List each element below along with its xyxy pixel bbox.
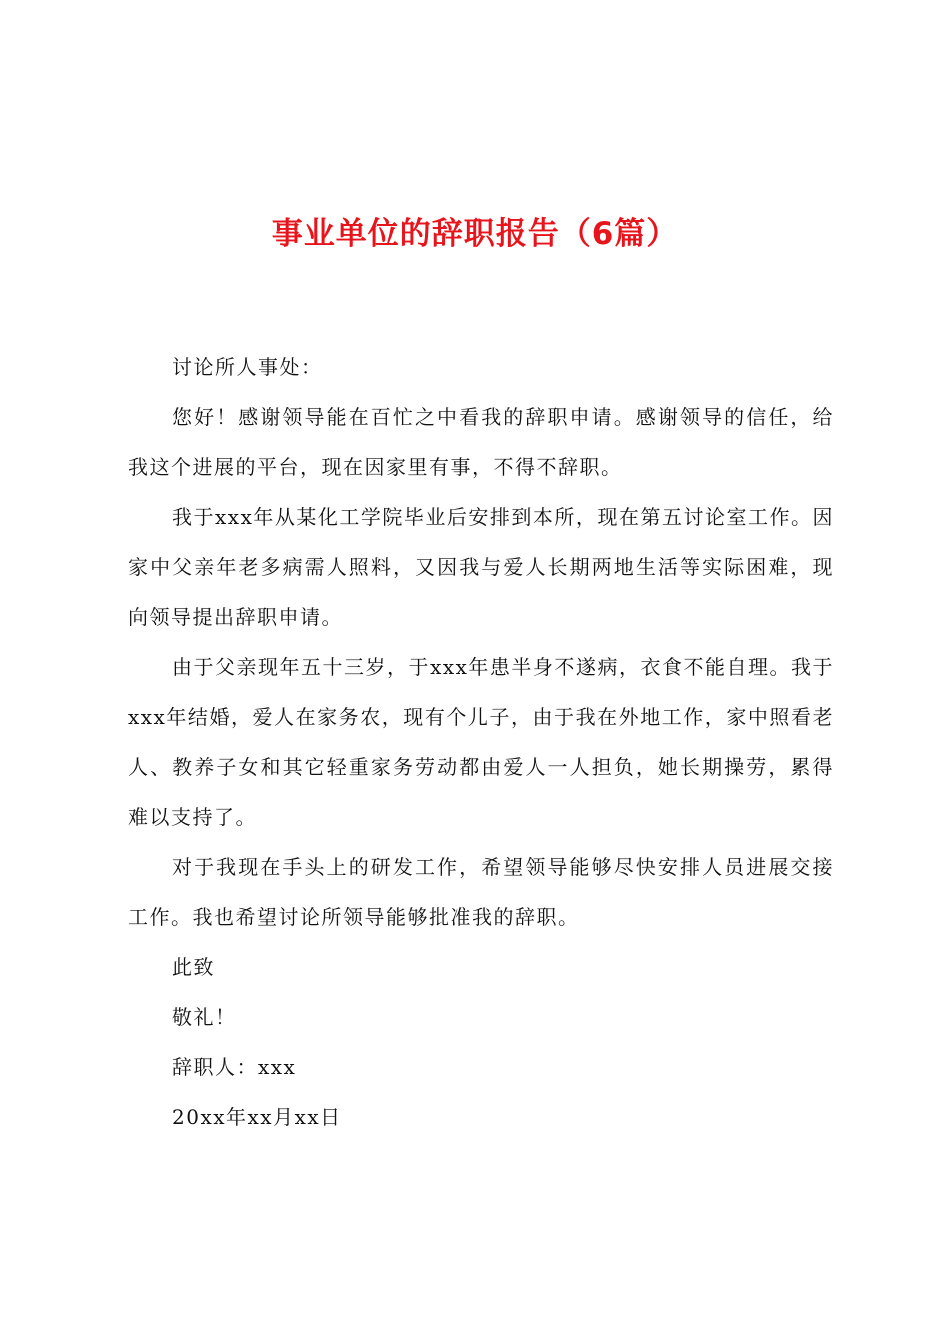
body-paragraph-4: 对于我现在手头上的研发工作，希望领导能够尽快安排人员进展交接工作。我也希望讨论所领导能够批准我的辞职。 [128,855,834,929]
document-title: 事业单位的辞职报告（6篇） [271,216,679,252]
signature-line: 辞职人：xxx [172,1055,297,1079]
letter-body [128,342,834,1142]
body-paragraph-3: 由于父亲现年五十三岁，于xxx年患半身不遂病，衣食不能自理。我于xxx年结婚，爱人在家务农，现有个儿子，由于我在外地工作，家中照看老人、教养子女和其它轻重家务劳动都由爱人一人担负，她长期操劳，累得难以支持了。 [128,655,834,829]
closing-line-2: 敬礼！ [172,1005,237,1029]
date-line: 20xx年xx月xx日 [172,1105,342,1129]
body-paragraph-1: 您好！感谢领导能在百忙之中看我的辞职申请。感谢领导的信任，给我这个进展的平台，现在因家里有事，不得不辞职。 [128,405,834,479]
closing-line-1: 此致 [172,955,215,979]
body-paragraph-2: 我于xxx年从某化工学院毕业后安排到本所，现在第五讨论室工作。因家中父亲年老多病需人照料，又因我与爱人长期两地生活等实际困难，现向领导提出辞职申请。 [128,505,834,629]
salutation: 讨论所人事处： [172,355,323,379]
